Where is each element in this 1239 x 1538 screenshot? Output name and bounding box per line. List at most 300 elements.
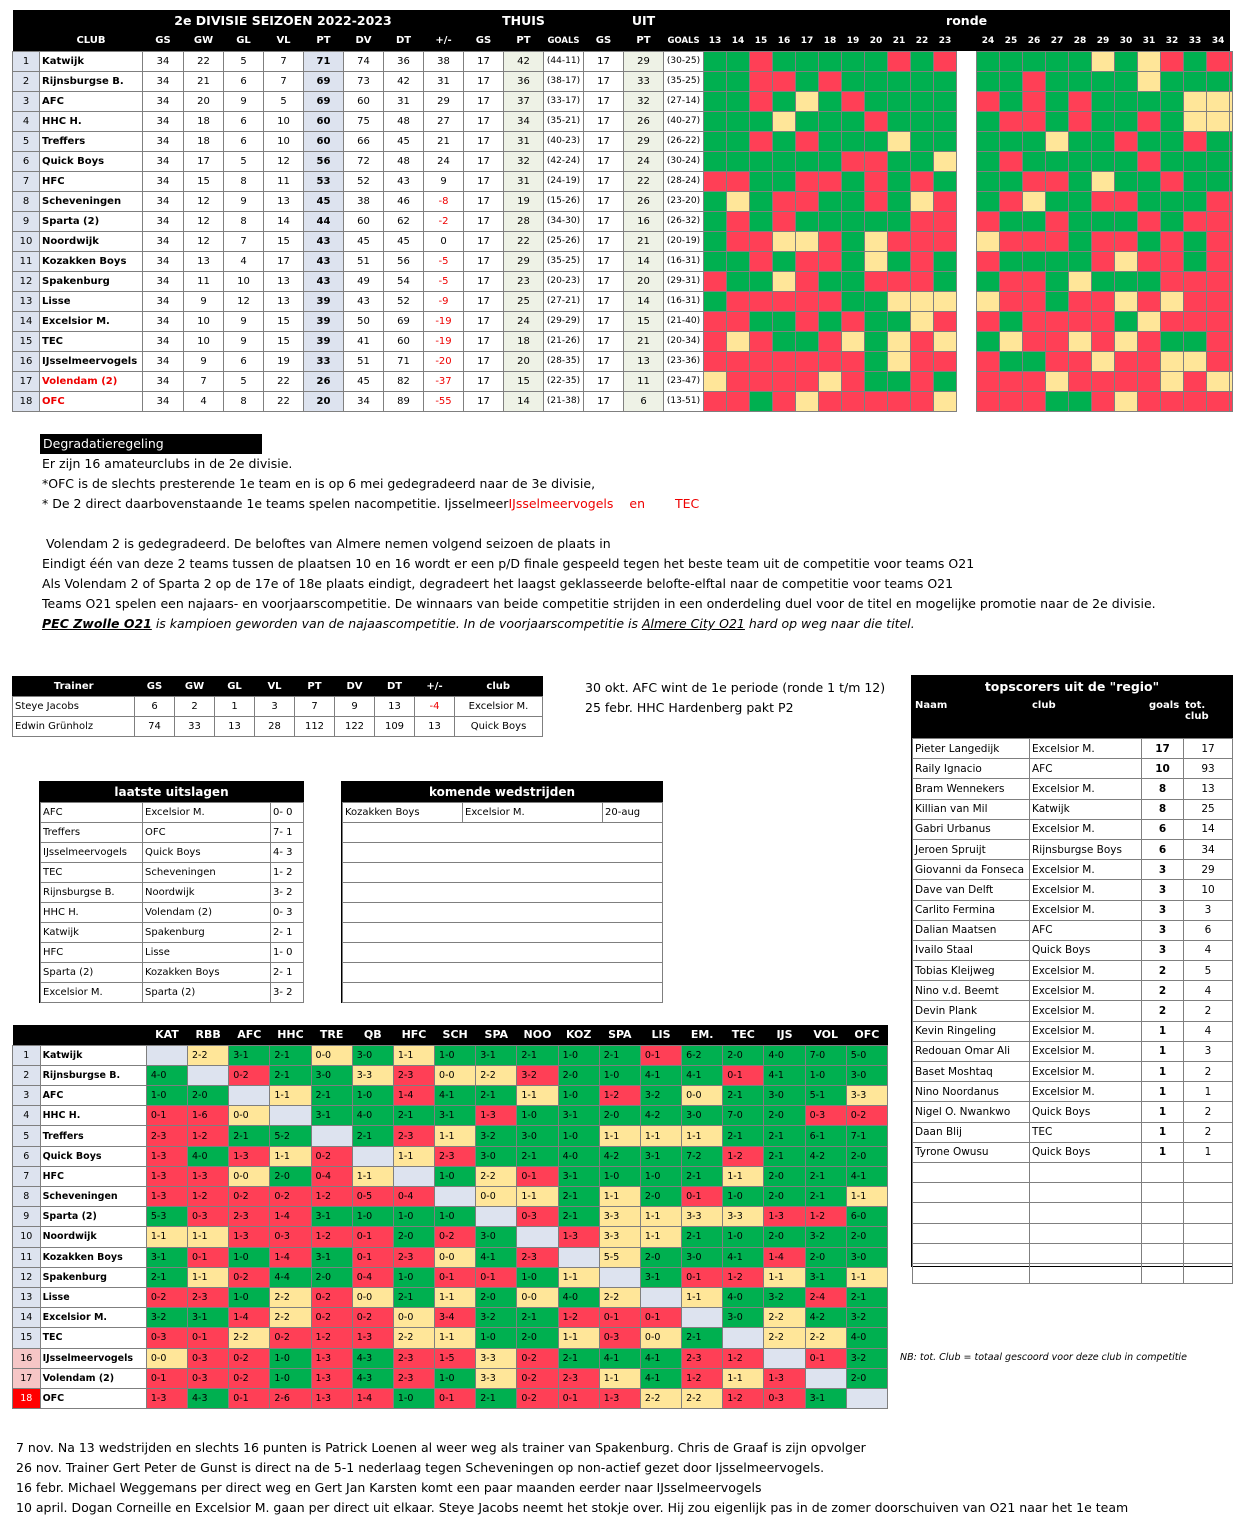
empty-cell xyxy=(1184,1162,1233,1182)
standings-section xyxy=(12,10,1233,414)
stat-cell: (27-21) xyxy=(544,291,584,311)
form-cell xyxy=(727,351,750,371)
table-row xyxy=(13,151,1233,171)
stat-cell: 18 xyxy=(184,111,224,131)
matrix-cell: 2-1 xyxy=(805,1166,846,1186)
matrix-cell: 2-0 xyxy=(270,1166,311,1186)
form-cell xyxy=(1000,151,1023,171)
scorer-row xyxy=(913,819,1233,839)
stat-cell: (16-31) xyxy=(664,291,704,311)
matrix-cell: 1-1 xyxy=(188,1267,229,1287)
matrix-cell: 3-2 xyxy=(846,1308,887,1328)
stat-cell: 28 xyxy=(504,211,544,231)
form-cell xyxy=(1000,171,1023,191)
matrix-cell: 5-3 xyxy=(146,1207,187,1227)
form-cell xyxy=(1207,351,1230,371)
round-header: 19 xyxy=(842,31,865,51)
round-header: 13 xyxy=(704,31,727,51)
scorer-club: Quick Boys xyxy=(1030,1142,1142,1162)
fixture-row xyxy=(343,843,663,863)
club-cell: TEC xyxy=(40,331,143,351)
rank-cell: 2 xyxy=(13,1065,41,1085)
rank-cell: 11 xyxy=(13,1247,41,1267)
stat-cell: (40-27) xyxy=(664,111,704,131)
matrix-cell: 3-1 xyxy=(558,1166,599,1186)
stat-cell: -9 xyxy=(424,291,464,311)
form-cell xyxy=(1161,291,1184,311)
empty-cell xyxy=(913,1203,1030,1223)
form-cell xyxy=(1184,291,1207,311)
form-cell xyxy=(773,271,796,291)
round-header xyxy=(957,31,977,51)
form-cell xyxy=(842,51,865,71)
club-cell: Volendam (2) xyxy=(40,1368,146,1388)
home-team: IJsselmeervogels xyxy=(41,843,143,863)
matrix-cell: 3-0 xyxy=(682,1247,723,1267)
stat-cell: -2 xyxy=(424,211,464,231)
trainer-cell: 9 xyxy=(335,697,375,717)
stat-cell: 12 xyxy=(184,191,224,211)
stat-cell: (23-47) xyxy=(664,371,704,391)
stat-cell: 52 xyxy=(384,291,424,311)
trainer-cell: 13 xyxy=(215,717,255,737)
stat-cell: (26-32) xyxy=(664,211,704,231)
matrix-cell: 1-2 xyxy=(311,1227,352,1247)
form-cell xyxy=(911,371,934,391)
matrix-cell: 1-0 xyxy=(723,1227,764,1247)
form-cell xyxy=(750,131,773,151)
form-cell xyxy=(1230,331,1233,351)
matrix-cell: 2-0 xyxy=(846,1368,887,1388)
form-cell xyxy=(934,351,957,371)
matrix-cell xyxy=(146,1045,187,1065)
matrix-cell: 0-1 xyxy=(146,1368,187,1388)
scorer-name: Killian van Mil xyxy=(913,799,1030,819)
stat-cell: 34 xyxy=(143,91,184,111)
form-cell xyxy=(1138,251,1161,271)
matrix-cell: 3-2 xyxy=(517,1065,558,1085)
form-cell xyxy=(773,351,796,371)
stat-cell: 20 xyxy=(184,91,224,111)
table-row xyxy=(13,171,1233,191)
form-cell xyxy=(888,251,911,271)
stat-cell: (13-51) xyxy=(664,391,704,411)
form-cell xyxy=(704,71,727,91)
form-cell xyxy=(819,371,842,391)
stat-cell: 17 xyxy=(464,191,504,211)
stat-cell: 12 xyxy=(184,211,224,231)
form-cell xyxy=(1184,91,1207,111)
form-cell xyxy=(727,391,750,411)
form-cell xyxy=(1069,131,1092,151)
club-cell: Lisse xyxy=(40,291,143,311)
matrix-cell: 1-1 xyxy=(270,1146,311,1166)
form-cell xyxy=(750,351,773,371)
stat-cell: 17 xyxy=(464,211,504,231)
stat-cell: 17 xyxy=(584,391,624,411)
matrix-cell: 0-1 xyxy=(682,1267,723,1287)
form-cell xyxy=(934,231,957,251)
empty-cell xyxy=(1030,1203,1142,1223)
form-cell xyxy=(1207,91,1230,111)
matrix-cell: 4-1 xyxy=(764,1065,805,1085)
scorer-club: Excelsior M. xyxy=(1030,1041,1142,1061)
form-cell xyxy=(911,131,934,151)
matrix-cell: 0-1 xyxy=(517,1166,558,1186)
form-cell xyxy=(1207,251,1230,271)
stat-cell: 38 xyxy=(424,51,464,71)
matrix-cell: 3-1 xyxy=(188,1308,229,1328)
matrix-cell: 1-1 xyxy=(723,1368,764,1388)
form-cell xyxy=(1207,271,1230,291)
form-cell xyxy=(1184,251,1207,271)
table-row xyxy=(13,271,1233,291)
home-team: HFC xyxy=(41,943,143,963)
komende-wedstrijden-title: komende wedstrijden xyxy=(342,782,662,802)
matrix-cell: 1-1 xyxy=(640,1227,681,1247)
home-team: Rijnsburgse B. xyxy=(41,883,143,903)
scorer-total: 1 xyxy=(1184,1082,1233,1102)
matrix-cell: 1-3 xyxy=(146,1146,187,1166)
form-cell xyxy=(865,71,888,91)
col-header: GS xyxy=(464,31,504,51)
matrix-cell: 2-0 xyxy=(805,1247,846,1267)
stat-cell: 20 xyxy=(624,271,664,291)
matrix-cell: 1-1 xyxy=(393,1146,434,1166)
scorer-name: Ivailo Staal xyxy=(913,940,1030,960)
stat-cell: 69 xyxy=(304,71,344,91)
club-cell: Treffers xyxy=(40,1126,146,1146)
stat-cell: 42 xyxy=(504,51,544,71)
scorer-goals: 1 xyxy=(1142,1102,1184,1122)
form-cell xyxy=(727,371,750,391)
result-row xyxy=(41,883,304,903)
stat-cell: 34 xyxy=(143,351,184,371)
empty-cell xyxy=(1030,1243,1142,1263)
scorer-goals: 1 xyxy=(1142,1082,1184,1102)
col-header: GS xyxy=(143,31,184,51)
matrix-cell: 3-0 xyxy=(311,1065,352,1085)
matrix-row xyxy=(13,1227,888,1247)
form-cell xyxy=(1138,71,1161,91)
scorer-total: 93 xyxy=(1184,759,1233,779)
form-cell xyxy=(1138,131,1161,151)
scorer-total: 4 xyxy=(1184,981,1233,1001)
form-cell xyxy=(1184,111,1207,131)
stat-cell: 5 xyxy=(224,151,264,171)
form-cell xyxy=(1069,91,1092,111)
note-1: 7 nov. Na 13 wedstrijden en slechts 16 punten is Patrick Loenen al weer weg als trainer van Spakenburg. Chris de Graaf is zijn opvolger xyxy=(16,1440,866,1455)
stat-cell: 17 xyxy=(584,211,624,231)
rank-cell: 16 xyxy=(13,1348,41,1368)
form-cell xyxy=(1115,271,1138,291)
form-cell xyxy=(934,331,957,351)
form-cell xyxy=(1115,351,1138,371)
matrix-cell: 2-3 xyxy=(517,1247,558,1267)
matrix-cell: 2-3 xyxy=(146,1126,187,1146)
stat-cell: 15 xyxy=(624,311,664,331)
matrix-cell: 4-1 xyxy=(682,1065,723,1085)
stat-cell: -55 xyxy=(424,391,464,411)
nacompetitie-team-2: TEC xyxy=(675,496,700,511)
stat-cell: 34 xyxy=(143,211,184,231)
stat-cell: 60 xyxy=(344,211,384,231)
stat-cell: 17 xyxy=(584,131,624,151)
matrix-cell: 2-1 xyxy=(229,1126,270,1146)
matrix-cell xyxy=(846,1388,887,1408)
stat-cell: (42-24) xyxy=(544,151,584,171)
form-cell xyxy=(977,231,1000,251)
stat-cell: 56 xyxy=(304,151,344,171)
stat-cell: (24-19) xyxy=(544,171,584,191)
nacompetitie-team-1: IJsselmeervogels xyxy=(508,496,614,511)
scorer-row xyxy=(913,940,1233,960)
scorer-club: Excelsior M. xyxy=(1030,819,1142,839)
score: 3- 2 xyxy=(271,983,304,1003)
matrix-cell: 4-1 xyxy=(723,1247,764,1267)
empty-cell xyxy=(1184,1183,1233,1203)
stat-cell: 60 xyxy=(304,111,344,131)
scorer-club: Excelsior M. xyxy=(1030,779,1142,799)
matrix-cell: 1-1 xyxy=(270,1086,311,1106)
form-cell xyxy=(842,391,865,411)
form-cell xyxy=(1046,391,1069,411)
club-cell: OFC xyxy=(40,1388,146,1408)
form-cell xyxy=(1138,291,1161,311)
stat-cell: (28-35) xyxy=(544,351,584,371)
matrix-cell: 1-0 xyxy=(393,1207,434,1227)
najaar-kampioen: PEC Zwolle O21 xyxy=(42,616,152,631)
matrix-cell: 1-0 xyxy=(435,1207,476,1227)
empty-cell xyxy=(1030,1263,1142,1283)
scorer-row xyxy=(913,1041,1233,1061)
matrix-cell: 0-0 xyxy=(311,1045,352,1065)
scorer-row xyxy=(913,1223,1233,1243)
stat-cell: 34 xyxy=(143,51,184,71)
stat-cell: 13 xyxy=(624,351,664,371)
stat-cell: 5 xyxy=(224,51,264,71)
matrix-cell: 0-0 xyxy=(352,1287,393,1307)
stat-cell: 39 xyxy=(304,331,344,351)
form-cell xyxy=(796,51,819,71)
stat-cell: 21 xyxy=(624,331,664,351)
degradatie-line-5: Eindigt één van deze 2 teams tussen de plaatsen 10 en 16 wordt er een p/D finale gespeeld tegen het beste team uit de competitie voor teams O21 xyxy=(42,556,975,571)
form-cell xyxy=(1000,91,1023,111)
matrix-cell: 0-1 xyxy=(640,1045,681,1065)
matrix-row xyxy=(13,1308,888,1328)
scorer-total: 2 xyxy=(1184,1001,1233,1021)
matrix-cell: 3-3 xyxy=(846,1086,887,1106)
form-cell xyxy=(1230,391,1233,411)
matrix-row xyxy=(13,1065,888,1085)
form-cell xyxy=(1092,391,1115,411)
round-header: 25 xyxy=(1000,31,1023,51)
form-cell xyxy=(1230,91,1233,111)
matrix-cell: 4-1 xyxy=(435,1086,476,1106)
empty-cell xyxy=(1142,1203,1184,1223)
trainer-cell: Steye Jacobs xyxy=(13,697,135,717)
form-cell xyxy=(977,331,1000,351)
result-row xyxy=(41,803,304,823)
round-gap xyxy=(957,371,977,391)
form-cell xyxy=(704,371,727,391)
form-cell xyxy=(934,111,957,131)
form-cell xyxy=(1230,171,1233,191)
stat-cell: 12 xyxy=(264,151,304,171)
stat-cell: 32 xyxy=(624,91,664,111)
result-row xyxy=(41,903,304,923)
stat-cell: 39 xyxy=(304,311,344,331)
result-row xyxy=(41,923,304,943)
matrix-cell: 1-0 xyxy=(270,1348,311,1368)
stat-cell: 10 xyxy=(184,331,224,351)
stat-cell: 60 xyxy=(304,131,344,151)
form-cell xyxy=(1069,151,1092,171)
matrix-cell: 3-3 xyxy=(599,1207,640,1227)
form-cell xyxy=(1092,231,1115,251)
table-row xyxy=(13,211,1233,231)
trainer-cell: 2 xyxy=(175,697,215,717)
form-cell xyxy=(1092,111,1115,131)
score: 1- 2 xyxy=(271,863,304,883)
empty-cell xyxy=(913,1223,1030,1243)
form-cell xyxy=(773,231,796,251)
matrix-cell: 0-0 xyxy=(435,1247,476,1267)
matrix-row xyxy=(13,1388,888,1408)
stat-cell: 18 xyxy=(504,331,544,351)
form-cell xyxy=(1046,311,1069,331)
stat-cell: 34 xyxy=(143,71,184,91)
matrix-cell: 0-1 xyxy=(352,1247,393,1267)
club-cell: Sparta (2) xyxy=(40,1207,146,1227)
form-cell xyxy=(1138,111,1161,131)
matrix-cell: 1-4 xyxy=(764,1247,805,1267)
table-row xyxy=(13,331,1233,351)
stat-cell: (21-26) xyxy=(544,331,584,351)
col-header: PT xyxy=(304,31,344,51)
fixture-date: 20-aug xyxy=(603,803,663,823)
matrix-col-header: VOL xyxy=(805,1025,846,1045)
matrix-cell: 1-2 xyxy=(805,1207,846,1227)
matrix-cell: 2-1 xyxy=(476,1086,517,1106)
rank-cell: 5 xyxy=(13,131,40,151)
matrix-cell xyxy=(352,1146,393,1166)
form-cell xyxy=(1000,271,1023,291)
matrix-cell: 2-1 xyxy=(517,1045,558,1065)
fixture-row xyxy=(343,923,663,943)
stat-cell: 17 xyxy=(584,251,624,271)
matrix-cell: 4-0 xyxy=(764,1045,805,1065)
matrix-cell: 2-1 xyxy=(805,1187,846,1207)
form-cell xyxy=(1138,91,1161,111)
scorer-goals: 10 xyxy=(1142,759,1184,779)
form-cell xyxy=(1207,111,1230,131)
matrix-cell: 7-2 xyxy=(682,1146,723,1166)
matrix-cell: 2-3 xyxy=(393,1368,434,1388)
trainer-row xyxy=(13,697,543,717)
stat-cell: 11 xyxy=(184,271,224,291)
stat-cell: 12 xyxy=(184,231,224,251)
matrix-cell: 1-2 xyxy=(723,1348,764,1368)
matrix-cell xyxy=(311,1126,352,1146)
form-cell xyxy=(1207,231,1230,251)
stat-cell: (21-38) xyxy=(544,391,584,411)
form-cell xyxy=(1000,51,1023,71)
round-header: 17 xyxy=(796,31,819,51)
form-cell xyxy=(934,171,957,191)
matrix-cell: 1-4 xyxy=(229,1308,270,1328)
empty-cell xyxy=(1142,1223,1184,1243)
stat-cell: 17 xyxy=(464,311,504,331)
form-cell xyxy=(1161,211,1184,231)
stat-cell: 33 xyxy=(624,71,664,91)
blank-header xyxy=(13,1025,41,1045)
matrix-row xyxy=(13,1045,888,1065)
form-cell xyxy=(888,391,911,411)
form-cell xyxy=(888,171,911,191)
club-cell: Noordwijk xyxy=(40,1227,146,1247)
rank-cell: 4 xyxy=(13,1106,41,1126)
matrix-cell: 1-3 xyxy=(146,1187,187,1207)
matrix-row xyxy=(13,1287,888,1307)
matrix-cell: 4-2 xyxy=(640,1106,681,1126)
matrix-cell: 1-3 xyxy=(558,1227,599,1247)
scorer-row xyxy=(913,1021,1233,1041)
matrix-cell: 4-2 xyxy=(599,1146,640,1166)
stat-cell: 56 xyxy=(384,251,424,271)
form-cell xyxy=(727,91,750,111)
matrix-cell: 2-0 xyxy=(764,1106,805,1126)
matrix-col-header: EM. xyxy=(682,1025,723,1045)
matrix-cell: 2-0 xyxy=(517,1328,558,1348)
club-cell: Spakenburg xyxy=(40,271,143,291)
rank-cell: 15 xyxy=(13,1328,41,1348)
form-cell xyxy=(1207,191,1230,211)
empty-cell xyxy=(343,843,663,863)
form-cell xyxy=(977,371,1000,391)
laatste-uitslagen-table xyxy=(40,802,304,1003)
degradatie-line-2: *OFC is de slechts presterende 1e team en is op 6 mei gedegradeerd naar de 3e divisie, xyxy=(42,476,596,491)
stat-cell: 34 xyxy=(344,391,384,411)
matrix-cell: 2-0 xyxy=(846,1146,887,1166)
form-cell xyxy=(888,151,911,171)
col-header: DV xyxy=(344,31,384,51)
form-cell xyxy=(796,291,819,311)
stat-cell: (30-25) xyxy=(664,51,704,71)
matrix-cell xyxy=(188,1065,229,1085)
matrix-row xyxy=(13,1146,888,1166)
form-cell xyxy=(727,51,750,71)
komende-wedstrijden-table xyxy=(342,802,663,1003)
form-cell xyxy=(888,131,911,151)
form-cell xyxy=(865,371,888,391)
club-cell: Kozakken Boys xyxy=(40,251,143,271)
form-cell xyxy=(1023,131,1046,151)
matrix-row xyxy=(13,1267,888,1287)
form-cell xyxy=(819,351,842,371)
scorer-name: Pieter Langedijk xyxy=(913,739,1030,759)
standings-header-cols xyxy=(13,31,1233,51)
form-cell xyxy=(750,291,773,311)
form-cell xyxy=(911,211,934,231)
matrix-col-header: QB xyxy=(352,1025,393,1045)
form-cell xyxy=(1184,351,1207,371)
matrix-cell: 2-1 xyxy=(517,1146,558,1166)
form-cell xyxy=(1115,91,1138,111)
stat-cell: 17 xyxy=(464,171,504,191)
form-cell xyxy=(796,371,819,391)
form-cell xyxy=(888,351,911,371)
